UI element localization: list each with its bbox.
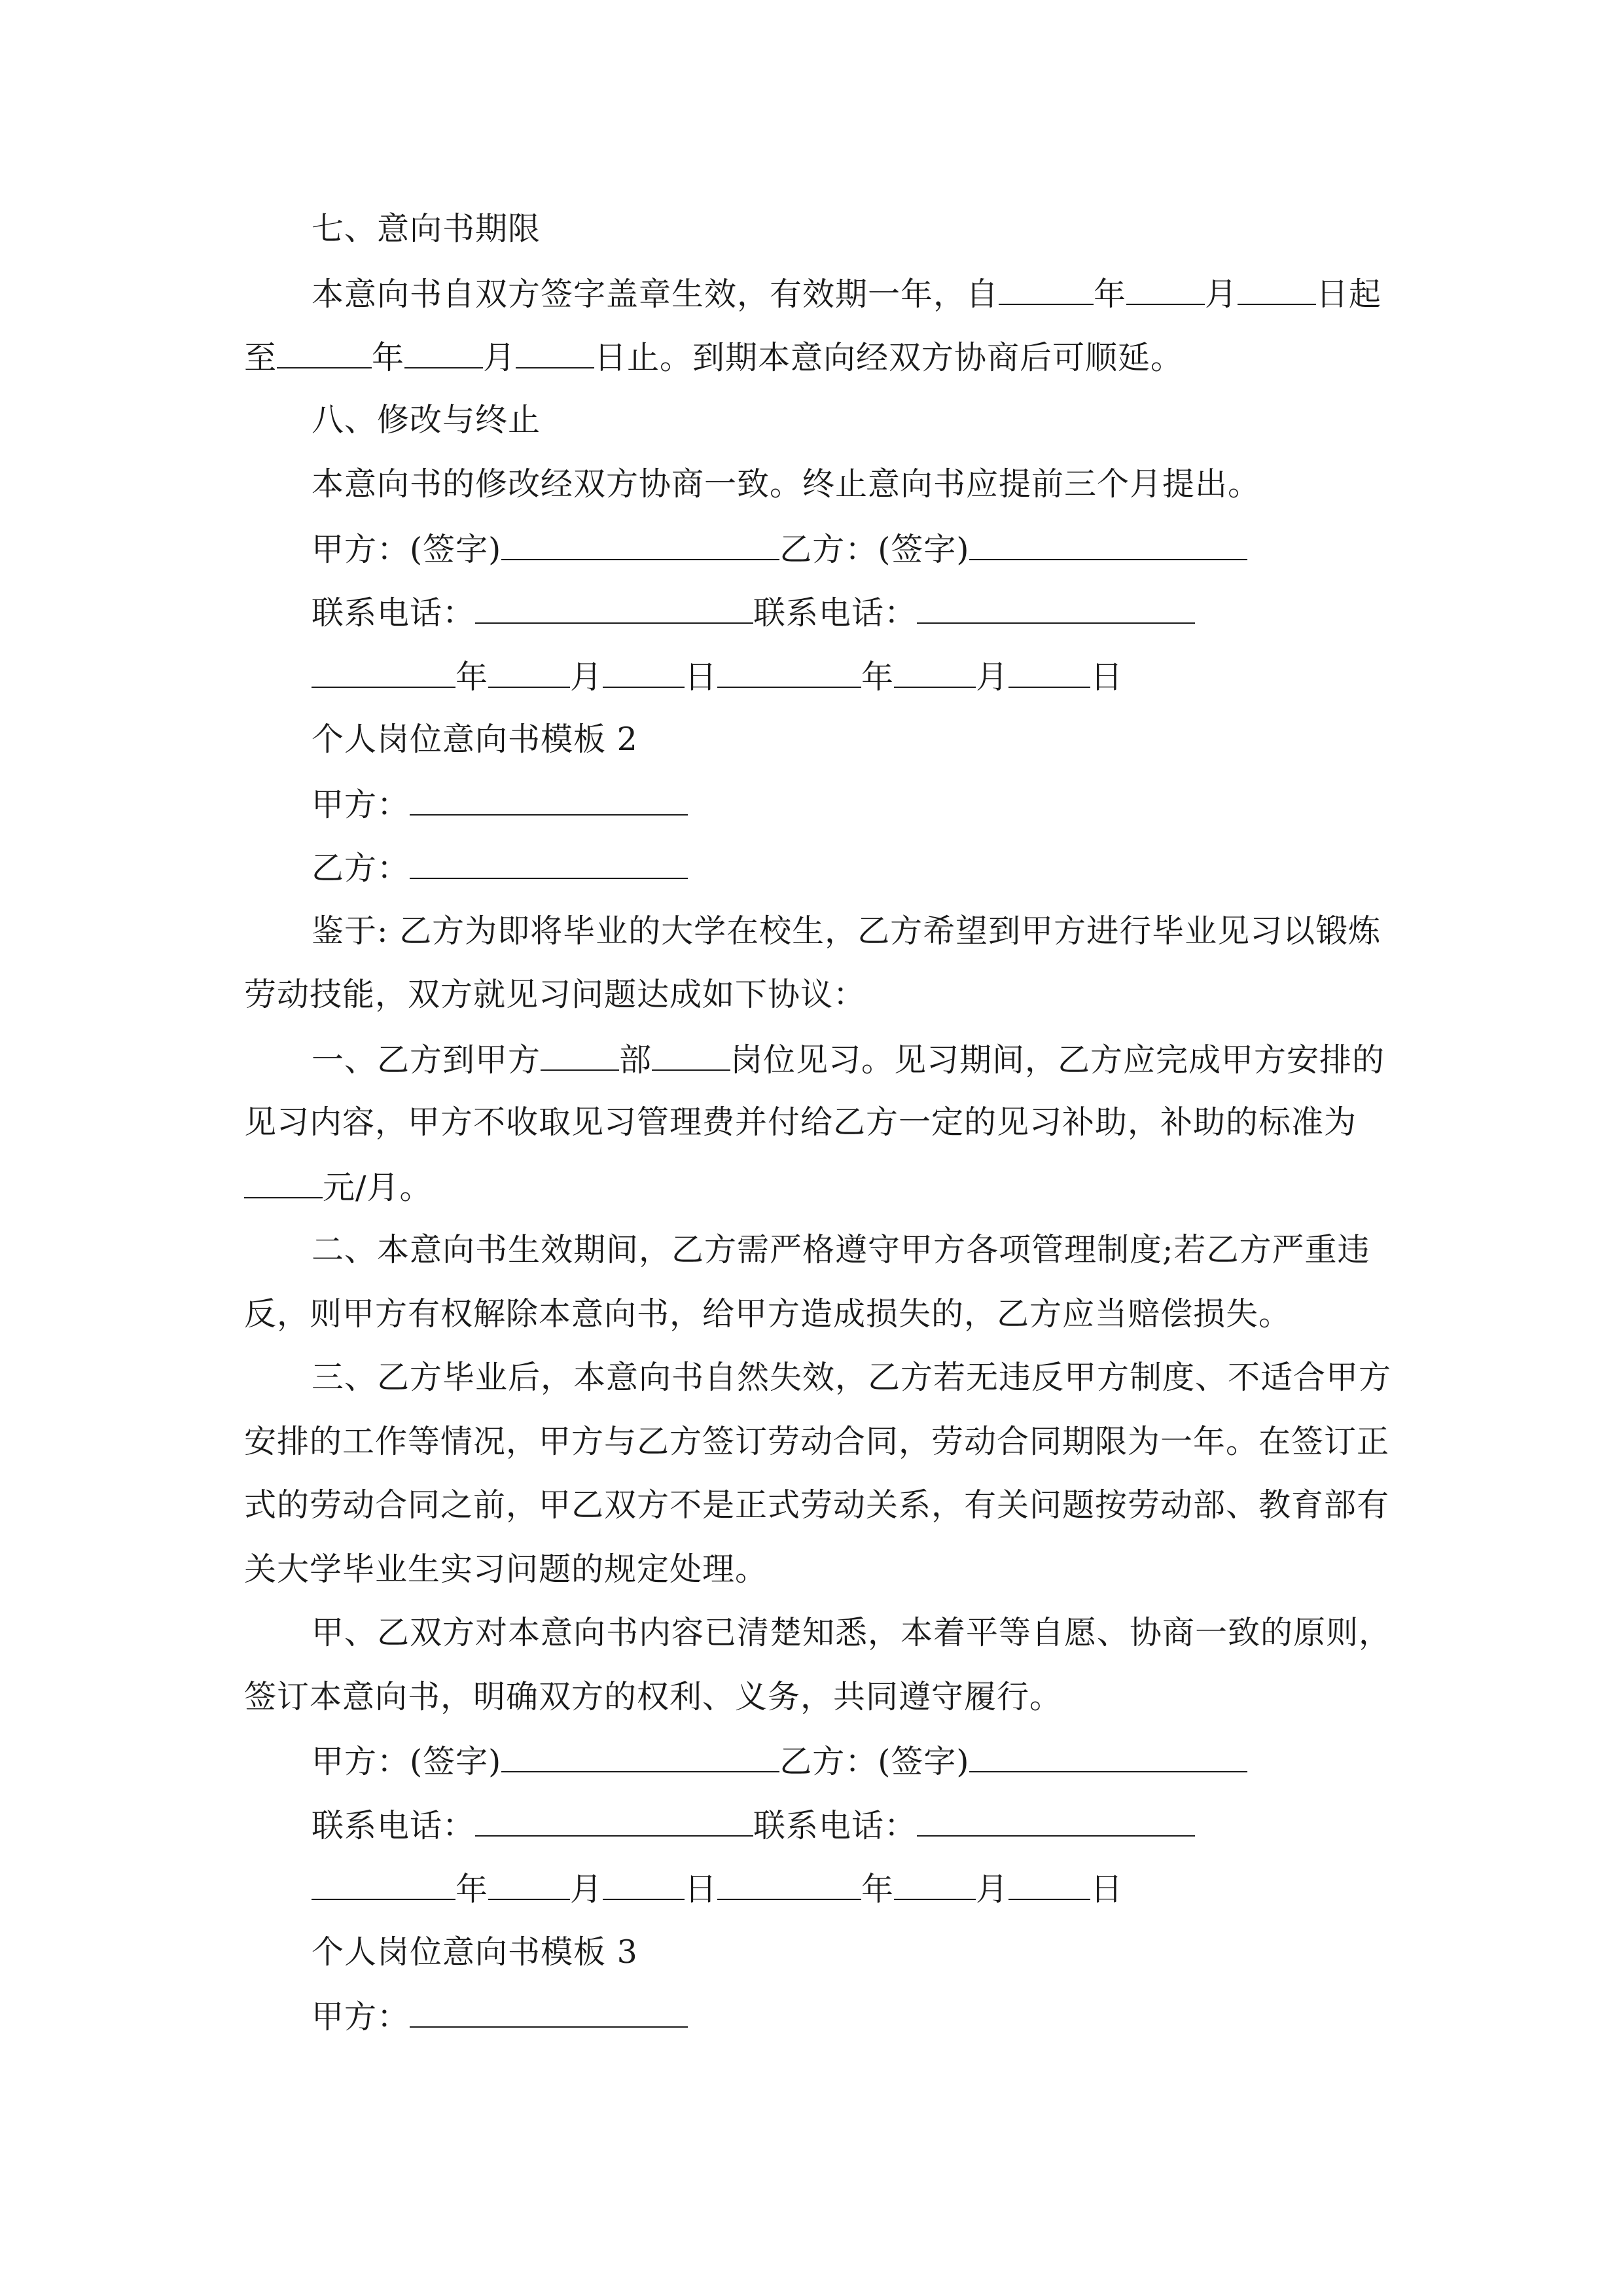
month-unit: 月 bbox=[1205, 276, 1238, 313]
section-heading-8 bbox=[312, 401, 1457, 440]
party-a-row bbox=[312, 1996, 1457, 2036]
para-text: 鉴于: 乙方为即将毕业的大学在校生，乙方希望到甲方进行毕业见习以锻炼 bbox=[312, 912, 1382, 950]
section-heading-7 bbox=[312, 209, 1457, 249]
party-b-phone-field[interactable] bbox=[917, 592, 1195, 624]
year-blank[interactable] bbox=[717, 1869, 861, 1900]
section-7-para-line1 bbox=[312, 274, 1457, 313]
para-text: 三、乙方毕业后，本意向书自然失效，乙方若无违反甲方制度、不适合甲方 bbox=[312, 1359, 1392, 1396]
party-a-field[interactable] bbox=[410, 1996, 688, 2028]
party-a-sign-field[interactable] bbox=[501, 529, 779, 560]
party-b-sign-label: 乙方：(签字) bbox=[779, 531, 970, 568]
intro-line-1 bbox=[312, 912, 1457, 951]
heading-text: 八、修改与终止 bbox=[312, 401, 541, 439]
month-unit: 月 bbox=[976, 1871, 1009, 1908]
template-3-title bbox=[312, 1933, 1457, 1972]
clause-3-line-4 bbox=[244, 1550, 1389, 1589]
subsidy-blank[interactable] bbox=[244, 1167, 323, 1198]
month-unit: 月 bbox=[570, 658, 603, 696]
para-text: 甲、乙双方对本意向书内容已清楚知悉，本着平等自愿、协商一致的原则， bbox=[312, 1614, 1392, 1651]
date-row bbox=[312, 1869, 1457, 1908]
day-unit: 日 bbox=[685, 1871, 718, 1908]
para-text: 关大学毕业生实习问题的规定处理。 bbox=[244, 1551, 768, 1588]
title-text: 个人岗位意向书模板 2 bbox=[312, 721, 638, 758]
month-blank[interactable] bbox=[894, 656, 976, 688]
party-a-field[interactable] bbox=[410, 784, 688, 816]
party-b-row bbox=[312, 848, 1457, 887]
year-unit: 年 bbox=[861, 658, 895, 696]
clause-3-line-3 bbox=[244, 1486, 1389, 1525]
para-text: 本意向书自双方签字盖章生效，有效期一年，自 bbox=[312, 276, 999, 313]
year-unit: 年 bbox=[455, 1871, 489, 1908]
month-unit: 月 bbox=[483, 339, 516, 376]
department-blank[interactable] bbox=[541, 1039, 619, 1071]
party-b-phone-label: 联系电话： bbox=[753, 594, 918, 632]
month-blank[interactable] bbox=[488, 1869, 570, 1900]
day-unit: 日 bbox=[1090, 658, 1124, 696]
party-b-sign-label: 乙方：(签字) bbox=[779, 1743, 970, 1780]
month-blank[interactable] bbox=[488, 656, 570, 688]
party-a-sign-label: 甲方：(签字) bbox=[312, 1743, 502, 1780]
month-unit: 月 bbox=[570, 1871, 603, 1908]
title-text: 个人岗位意向书模板 3 bbox=[312, 1933, 638, 1971]
para-text: 一、乙方到甲方 bbox=[312, 1041, 541, 1079]
month-blank[interactable] bbox=[1126, 274, 1205, 305]
party-b-phone-field[interactable] bbox=[917, 1805, 1195, 1837]
clause-3-line-1 bbox=[312, 1358, 1457, 1397]
year-unit: 年 bbox=[455, 658, 489, 696]
phone-row bbox=[312, 1805, 1457, 1844]
template-2-title bbox=[312, 720, 1457, 759]
day-blank[interactable] bbox=[1008, 1869, 1090, 1900]
year-blank[interactable] bbox=[277, 337, 372, 368]
day-unit: 日 bbox=[1090, 1871, 1124, 1908]
party-a-phone-label: 联系电话： bbox=[312, 594, 476, 632]
closing-line-2 bbox=[244, 1677, 1389, 1717]
party-b-field[interactable] bbox=[410, 848, 688, 879]
para-text: 式的劳动合同之前，甲乙双方不是正式劳动关系，有关问题按劳动部、教育部有 bbox=[244, 1486, 1390, 1524]
day-blank[interactable] bbox=[1238, 274, 1316, 305]
day-unit: 日 bbox=[685, 658, 718, 696]
clause-2-line-1 bbox=[312, 1230, 1457, 1270]
para-text: 劳动技能，双方就见习问题达成如下协议： bbox=[244, 976, 866, 1013]
para-text: 见习内容，甲方不收取见习管理费并付给乙方一定的见习补助，补助的标准为 bbox=[244, 1103, 1357, 1141]
clause-3-line-2 bbox=[244, 1422, 1389, 1462]
year-blank[interactable] bbox=[717, 656, 861, 688]
para-text: 二、本意向书生效期间，乙方需严格遵守甲方各项管理制度;若乙方严重违 bbox=[312, 1231, 1370, 1268]
party-a-sign-label: 甲方：(签字) bbox=[312, 531, 502, 568]
month-blank[interactable] bbox=[404, 337, 483, 368]
year-unit: 年 bbox=[861, 1871, 895, 1908]
para-text: 岗位见习。见习期间，乙方应完成甲方安排的 bbox=[730, 1041, 1385, 1079]
date-row bbox=[312, 656, 1457, 696]
start-suffix: 日起 bbox=[1316, 276, 1382, 313]
party-a-label: 甲方： bbox=[312, 1998, 410, 2036]
para-text: 本意向书的修改经双方协商一致。终止意向书应提前三个月提出。 bbox=[312, 465, 1261, 503]
year-blank[interactable] bbox=[999, 274, 1094, 305]
party-a-phone-field[interactable] bbox=[475, 592, 753, 624]
party-a-sign-field[interactable] bbox=[501, 1741, 779, 1772]
day-blank[interactable] bbox=[1008, 656, 1090, 688]
party-b-phone-label: 联系电话： bbox=[753, 1807, 918, 1844]
para-text: 至 bbox=[244, 339, 277, 376]
party-b-label: 乙方： bbox=[312, 850, 410, 887]
party-a-phone-field[interactable] bbox=[475, 1805, 753, 1837]
clause-1-line-1 bbox=[312, 1039, 1457, 1079]
month-blank[interactable] bbox=[894, 1869, 976, 1900]
year-unit: 年 bbox=[372, 339, 405, 376]
clause-1-line-2 bbox=[244, 1103, 1389, 1142]
day-blank[interactable] bbox=[516, 337, 594, 368]
position-blank[interactable] bbox=[652, 1039, 730, 1071]
month-unit: 月 bbox=[976, 658, 1009, 696]
day-blank[interactable] bbox=[603, 1869, 685, 1900]
para-text: 安排的工作等情况，甲方与乙方签订劳动合同，劳动合同期限为一年。在签订正 bbox=[244, 1423, 1390, 1460]
year-blank[interactable] bbox=[312, 1869, 455, 1900]
day-blank[interactable] bbox=[603, 656, 685, 688]
intro-line-2 bbox=[244, 975, 1389, 1014]
heading-text: 七、意向书期限 bbox=[312, 210, 541, 247]
year-unit: 年 bbox=[1094, 276, 1127, 313]
para-text: 元/月。 bbox=[323, 1169, 433, 1206]
signature-row bbox=[312, 1741, 1457, 1780]
section-8-para bbox=[312, 465, 1457, 504]
signature-row bbox=[312, 529, 1457, 568]
para-text: 反，则甲方有权解除本意向书，给甲方造成损失的，乙方应当赔偿损失。 bbox=[244, 1295, 1292, 1333]
para-text: 部 bbox=[619, 1041, 652, 1079]
clause-2-line-2 bbox=[244, 1295, 1389, 1334]
clause-1-line-3 bbox=[244, 1167, 1389, 1206]
party-a-phone-label: 联系电话： bbox=[312, 1807, 476, 1844]
party-a-row bbox=[312, 784, 1457, 823]
party-b-sign-field[interactable] bbox=[969, 529, 1247, 560]
party-b-sign-field[interactable] bbox=[969, 1741, 1247, 1772]
phone-row bbox=[312, 592, 1457, 632]
closing-line-1 bbox=[312, 1613, 1457, 1653]
party-a-label: 甲方： bbox=[312, 786, 410, 823]
para-text: 签订本意向书，明确双方的权利、义务，共同遵守履行。 bbox=[244, 1678, 1063, 1715]
para-text: 日止。到期本意向经双方协商后可顺延。 bbox=[594, 339, 1184, 376]
year-blank[interactable] bbox=[312, 656, 455, 688]
section-7-para-line2 bbox=[244, 337, 1389, 376]
